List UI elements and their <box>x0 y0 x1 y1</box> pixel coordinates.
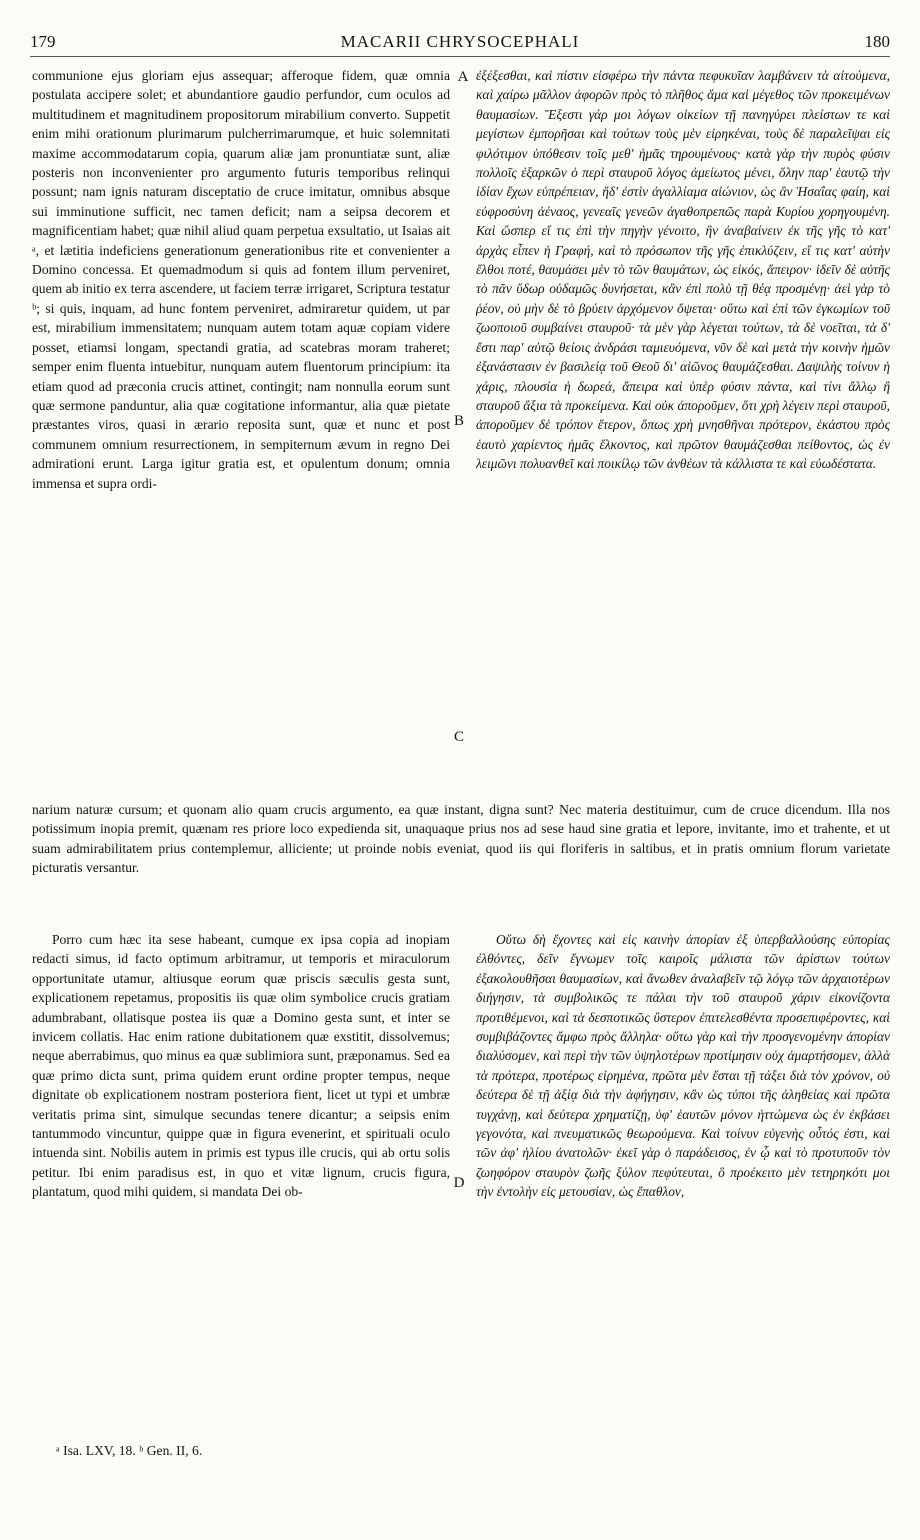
latin-spanning-text <box>32 800 890 922</box>
page-number-left: 179 <box>30 32 56 51</box>
greek-paragraph-2: Οὕτω δὴ ἔχοντες καὶ εἰς καινὴν ἀπορίαν ἐξ ὑπερβαλλούσης εὐπορίας ἐλθόντες, δεῖν ἔγνωμεν τοῖς καιροῖς μάλιστα τῶν ἀρίστων τούτων ἐξακολουθῆσαι θαυμασίων, καὶ ἄνωθεν ἀναλαβεῖν τῷ λόγῳ τῶν ἀρχαιοτέρων διήγησιν, τὰ συμβολικῶς τε πάλαι τὴν τοῦ σταυροῦ χάριν εἰκονίζοντα προτιθέμενοι, καὶ τὰ δεσποτικῶς ὕστερον ἐπιτελεσθέντα προσεπιφέροντες, καὶ συμβιβάζοντες ἄμφω πρὸς ἄλληλα· οὕτω γὰρ καὶ τὴν προσγενομένην ἀπορίαν διαλύσομεν, καὶ περὶ τὴν τῶν ὑψηλοτέρων προτίμησιν οὐχ ἁμαρτήσομεν, ἀλλὰ τὰ πρότερα, προτέρως εἰρημένα, πρῶτα μὲν ἔσται τῇ τάξει διὰ τὸν χρόνον, οὐ δεύτερα δὲ τῇ ἀξίᾳ διὰ τὴν ἀφήγησιν, κἂν ὡς τύποι τῆς ἀληθείας καὶ πρῶτα τυγχάνῃ, καὶ δεύτερα χρηματίζῃ, ὑφ' ἑαυτῶν μόνον ἡττώμενα ὡς ἐν ἐκβάσει γεγονότα, καὶ πνευματικῶς θεωρούμενα. Καὶ τοίνυν εὐγενὴς οὗτός ἐστι, καὶ τῶν ἀφ' ἡλίου ἀνατολῶν· ἐκεῖ γὰρ ὁ παράδεισος, ἐν ᾧ καὶ τὸ προτυποῦν τὸν ζωηφόρον σταυρὸν ζωῆς ξύλον πεφύτευται, ὃ προέκειτο μὲν τετηρηκότι μοι τὴν ἐντολὴν εἰς μετουσίαν, ὡς ἔπαθλον, <box>476 932 890 1200</box>
section-marker-c: C <box>453 729 464 745</box>
section-marker-a: A <box>457 69 469 85</box>
running-header <box>30 32 890 57</box>
latin-column-upper <box>32 66 450 794</box>
greek-paragraph-1: ἐξέξεσθαι, καὶ πίστιν εἰσφέρω τὴν πάντα πεφυκυῖαν λαμβάνειν τὰ αἰτούμενα, καὶ χαίρω μᾶλλον ἀφορῶν πρὸς τὸ πλῆθος ἅμα καὶ μέγεθος τῶν προκειμένων θαυμασίων. Ἔξεστι γάρ μοι λόγων οἰκείων τῇ πανηγύρει πλείστων τε καὶ μεγίστων ἐμπορῆσαι καὶ τούτων τοὺς μὲν εἰρηκέναι, τοὺς δὲ παραλεῖψαι εἰς φιλότιμον ὑπόθεσιν τοῖς μεθ' ἡμᾶς τηρουμένους· κατὰ γὰρ τὴν πυρὸς φύσιν πολλοῖς ἐξαρκῶν ὁ περὶ σταυροῦ λόγος ἀμείωτος μένει, ὅλην παρ' ἑαυτῷ τὴν ἰδίαν ἔχων εὐπρέπειαν, ἥδ' ἐστὶν ἀγαλλίαμα αἰώνιον, ὡς ἂν Ἡσαΐας φαίη, καὶ εὐφροσύνη ἀέναος, γενεαῖς γενεῶν ἀγαθοπρεπῶς παρὰ Κυρίου χορηγουμένη. Καὶ ὥσπερ εἴ τις ἐπὶ τὴν πηγὴν γένοιτο, ἣν ἀναβαίνειν ἐκ τῆς γῆς τὸ κατ' ἀρχὰς εἶπεν ἡ Γραφή, καὶ τὸ πρόσωπον τῆς γῆς ἐπικλύζειν, εἴ τις κατ' αὐτὴν ἔλθοι ποτέ, θαυμάσει μὲν τὸ τῶν θαυμάτων, ὡς εἰκός, ἄπειρον· ἰδεῖν δὲ αὐτῆς τὸ πᾶν ὕδωρ οὐδαμῶς δυνήσεται, κἂν ἐπὶ πολὺ τῇ θέᾳ προσμένῃ· ἀεὶ γὰρ τὸ ῥέον, οὐ μὴν δὲ τὸ βρύειν ἀρχόμενον ὄψεται· οὕτω καὶ ἐπὶ τῶν ἐγκωμίων τοῦ ζωοποιοῦ συμβαίνει σταυροῦ· τὰ μὲν γὰρ λέγεται τούτων, τὰ δὲ νοεῖται, τὰ δ' ἔστι παρ' αὐτῷ θείοις ἀνδράσι ταμιευόμενα, νῦν δὲ καὶ μετὰ τὴν κοινὴν ἡμῶν ἐξανάστασιν ἐν βασιλείᾳ τοῦ Θεοῦ δι' αἰῶνος θαυμάζεσθαι. Δαψιλὴς τοίνυν ἡ χάρις, πλουσία ἡ δωρεά, ἄπειρα καὶ ὑπὲρ φύσιν πάντα, καὶ τίνι ἄλλῳ ἢ σταυροῦ ἄξια τὰ προκείμενα. Καὶ οὐκ ἀποροῦμεν, ὅτι χρὴ λέγειν περὶ σταυροῦ, ἀποροῦμεν δὲ τρόπον ἕτερον, ὅπως χρὴ μνησθῆναι πρότερον, ἑκάστου πρὸς ἑαυτὸ χαρίεντος ἡμᾶς ἕλκοντος, καὶ πρῶτον θαυμάζεσθαι πείθοντος, ὡς ἐν λειμῶνι πολυανθεῖ καὶ ποικίλῳ τῶν ἀνθέων τὰ κάλλιστα τε καὶ εὐωδέστατα. <box>476 68 890 472</box>
latin-paragraph-1: communione ejus gloriam ejus assequar; afferoque fidem, quæ omnia postulata accipere solet; et abundantiore gaudio perfundor, cum oculos ad multitudinem et magnitudinem propositorum mirabilium converto. Suppetit enim mihi orationum plurimarum pulcherrimarumque, et huic solemnitati maxime accommodatarum copia, quarum aliæ jam pronuntiatæ sunt, aliæ posteris non inconvenienter pro argumento futuris temporibus relinqui possunt; nam ignis naturam disceptatio de cruce imitatur, omnibus absque sui imminutione sufficit, nec tamen deficit; nam a seipsa decorem et magnificentiam habet; quæ nihil aliud quam perpetua exsultatio, ut Isaias ait ᵃ, et lætitia indeficiens generationum generationibus rite et convenienter a Domino concessa. Et quemadmodum si quis ad fontem illum perveniret, quem ab initio ex terra ascendere, ut faciem terræ irrigaret, Scriptura testatur ᵇ; si quis, inquam, ad hunc fontem perveniret, admiraretur quidem, ut par est, mirabilium immensitatem; nunquam autem totam aquæ copiam videre posset, etiamsi longam, spectandi gratia, ad scatebras moram traheret; semper enim fluenta intuebitur, nunquam autem fluentorum principium: ita etiam quod ad præconia crucis attinet, contingit; nam nonnulla eorum sunt quæ sermone panduntur, alia quæ cogitatione informantur, alia quæ pietate præstantes viros, quasi in ærario reposita sunt, quæ et nunc et post communem omnium resurrectionem, in sempiternum ævum in regno Dei admirationi erunt. Larga igitur gratia est, et opulentum donum; omnia immensa et supra ordi- <box>32 68 450 491</box>
greek-column-lower <box>476 930 890 1422</box>
running-title: MACARII CHRYSOCEPHALI <box>340 32 580 51</box>
latin-spanning-paragraph: narium naturæ cursum; et quonam alio quam crucis argumento, ea quæ instant, digna sunt? Nec materia destituimur, cum de cruce dicendum. Illa nos potissimum inopia premit, quænam res priore loco expedienda sit, unaquaque prius nos ad sese haud sine gratia et lepore, invitante, imo et trahente, et ut suam admirabilitatem prius contemplemur, alliciente; ut proinde nobis eveniat, quod iis qui floriferis in saltibus, et in pratis omnium florum varietate picturatis versantur. <box>32 802 890 876</box>
latin-column-lower <box>32 930 450 1422</box>
footnotes: ᵃ Isa. LXV, 18. ᵇ Gen. II, 6. <box>56 1443 203 1458</box>
section-marker-b: B <box>453 413 464 429</box>
greek-column-upper <box>476 66 890 794</box>
page-number-right: 180 <box>864 32 890 51</box>
latin-paragraph-2: Porro cum hæc ita sese habeant, cumque ex ipsa copia ad inopiam redacti simus, id facto optimum arbitramur, ut temporis et miraculorum opportunitate utamur, altiusque eorum quæ priscis sæculis gesta sunt, explicationem repetamus, propositis iis quæ olim symbolice crucis gratiam adumbrabant, ollatisque postea iis quæ a Domino gesta sunt, et inter se invicem collatis. Hac enim ratione dubitationem quæ exstitit, dissolvemus; neque aberrabimus, quo minus ea quæ sublimiora sunt, præponamus. Sed ea quæ primo dicta sunt, prima quidem erunt ordine propter tempus, neque dignitate ob explicationem nostram posteriora fient, licet ut typi et umbræ veritatis prima sint, simulque secundas tenere dicantur; a seipsis enim tantummodo vincuntur, quippe quæ in figura evenerint, et spirituali oculo intuenda sint. Nobilis autem in primis est typus ille crucis, qui ab ortu solis petitur. Ibi enim paradisus est, in quo et vitæ lignum, crucis figura, plantatum, quod mihi quidem, si mandata Dei ob- <box>32 932 450 1200</box>
section-marker-d: D <box>453 1175 465 1191</box>
